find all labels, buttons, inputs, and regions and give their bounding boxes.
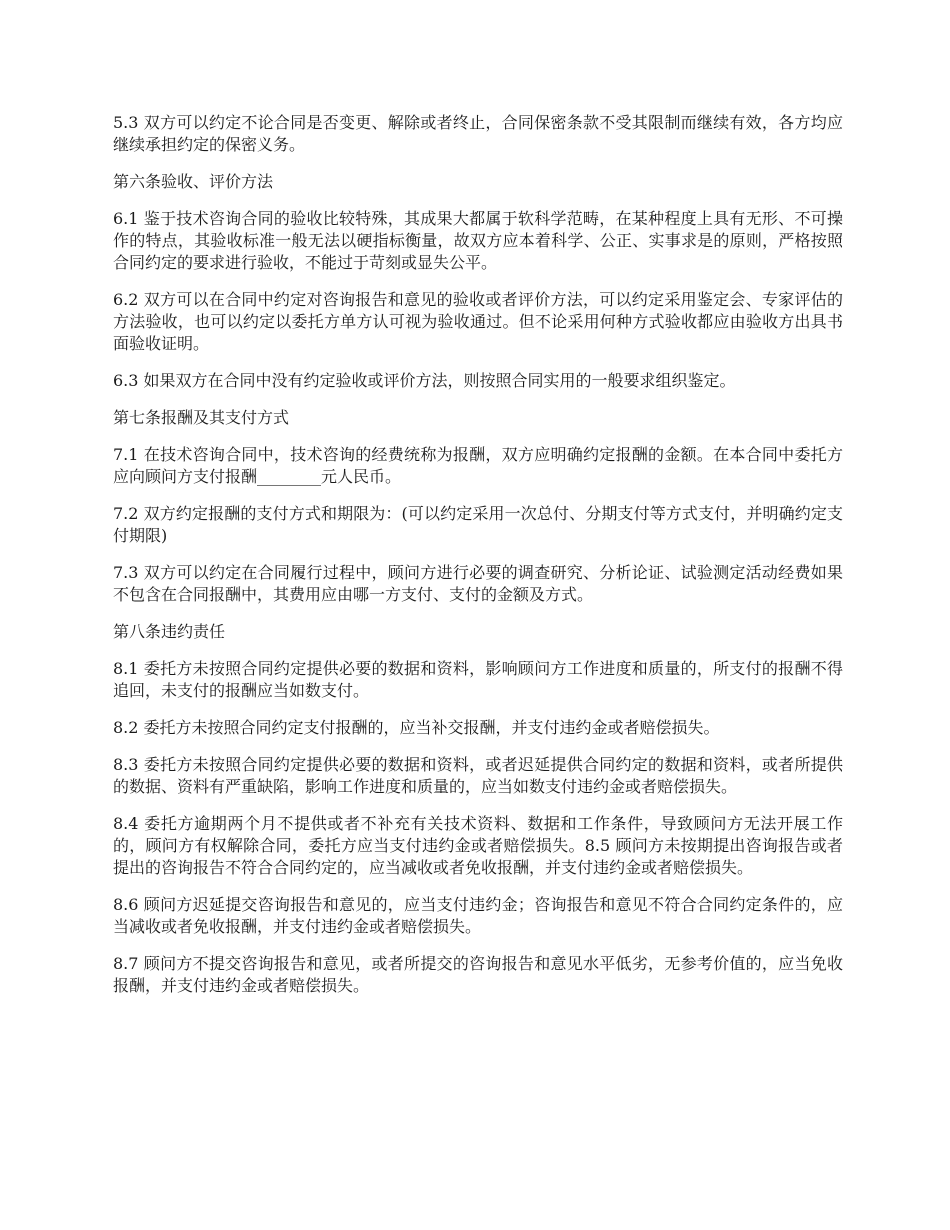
clause-6-2: 6.2 双方可以在合同中约定对咨询报告和意见的验收或者评价方法，可以约定采用鉴定会、专家评估的方法验收，也可以约定以委托方单方认可视为验收通过。但不论采用何种方式验收都应由验收方出具书面验收证明。 [113, 290, 843, 353]
clause-8-7: 8.7 顾问方不提交咨询报告和意见，或者所提交的咨询报告和意见水平低劣，无参考价值的，应当免收报酬，并支付违约金或者赔偿损失。 [113, 954, 843, 995]
clause-8-1: 8.1 委托方未按照合同约定提供必要的数据和资料，影响顾问方工作进度和质量的，所支付的报酬不得追回，未支付的报酬应当如数支付。 [113, 659, 843, 700]
clause-6-3: 6.3 如果双方在合同中没有约定验收或评价方法，则按照合同实用的一般要求组织鉴定。 [113, 371, 736, 390]
clause-8-2: 8.2 委托方未按照合同约定支付报酬的，应当补交报酬，并支付违约金或者赔偿损失。 [113, 718, 720, 737]
document-body [113, 112, 843, 1012]
clause-7-3: 7.3 双方可以约定在合同履行过程中，顾问方进行必要的调查研究、分析论证、试验测定活动经费如果不包含在合同报酬中，其费用应由哪一方支付、支付的金额及方式。 [113, 563, 843, 604]
clause-7-1: 7.1 在技术咨询合同中，技术咨询的经费统称为报酬，双方应明确约定报酬的金额。在本合同中委托方应向顾问方支付报酬________元人民币。 [113, 445, 843, 486]
clause-8-6: 8.6 顾问方迟延提交咨询报告和意见的，应当支付违约金；咨询报告和意见不符合合同约定条件的，应当减收或者免收报酬，并支付违约金或者赔偿损失。 [113, 895, 843, 936]
clause-7-2: 7.2 双方约定报酬的支付方式和期限为：(可以约定采用一次总付、分期支付等方式支付，并明确约定支付期限) [113, 504, 843, 545]
clause-6-1: 6.1 鉴于技术咨询合同的验收比较特殊，其成果大都属于软科学范畴，在某种程度上具有无形、不可操作的特点，其验收标准一般无法以硬指标衡量，故双方应本着科学、公正、实事求是的原则，严格按照合同约定的要求进行验收，不能过于苛刻或显失公平。 [113, 209, 843, 272]
article-6-heading: 第六条验收、评价方法 [113, 172, 274, 191]
article-7-heading: 第七条报酬及其支付方式 [113, 408, 290, 427]
clause-8-4: 8.4 委托方逾期两个月不提供或者不补充有关技术资料、数据和工作条件，导致顾问方无法开展工作的，顾问方有权解除合同，委托方应当支付违约金或者赔偿损失。8.5 顾问方未按期提出咨询报告或者提出的咨询报告不符合合同约定的，应当减收或者免收报酬，并支付违约金或者赔偿损失。 [113, 814, 843, 877]
clause-8-3: 8.3 委托方未按照合同约定提供必要的数据和资料，或者迟延提供合同约定的数据和资料，或者所提供的数据、资料有严重缺陷，影响工作进度和质量的，应当如数支付违约金或者赔偿损失。 [113, 755, 843, 796]
article-8-heading: 第八条违约责任 [113, 622, 226, 641]
clause-5-3: 5.3 双方可以约定不论合同是否变更、解除或者终止，合同保密条款不受其限制而继续有效，各方均应继续承担约定的保密义务。 [113, 113, 843, 154]
